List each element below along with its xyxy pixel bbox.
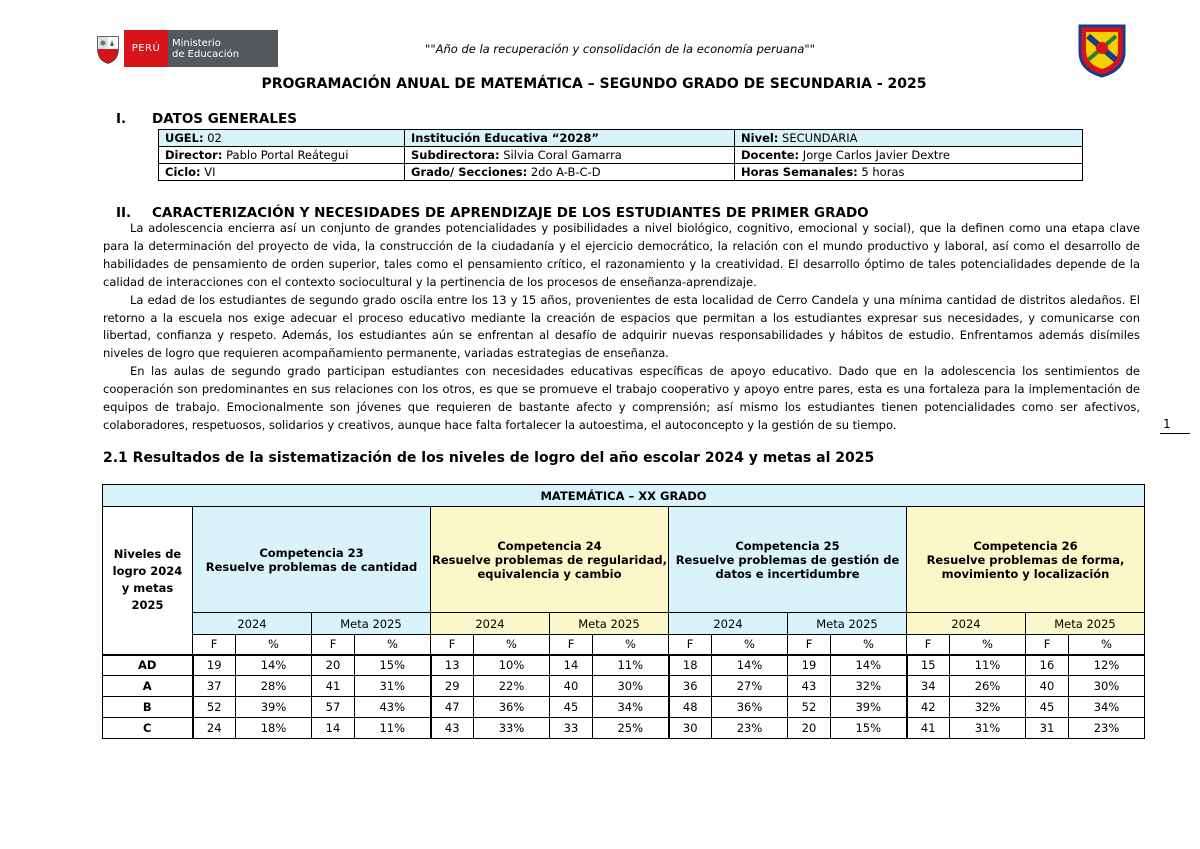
frequency-cell: 13 bbox=[431, 655, 474, 676]
frequency-cell: 43 bbox=[788, 676, 831, 697]
cell-label: Institución Educativa “2028” bbox=[411, 131, 599, 145]
general-data-cell bbox=[405, 147, 735, 164]
percent-header: % bbox=[950, 635, 1026, 655]
percent-header: % bbox=[593, 635, 669, 655]
year-2024-header: 2024 bbox=[431, 613, 550, 635]
percent-cell: 32% bbox=[831, 676, 907, 697]
frequency-cell: 19 bbox=[193, 655, 236, 676]
section-2-number: II. bbox=[116, 205, 132, 221]
level-label: B bbox=[103, 697, 193, 718]
document-title: PROGRAMACIÓN ANUAL DE MATEMÁTICA – SEGUNDO GRADO DE SECUNDARIA - 2025 bbox=[261, 76, 927, 92]
frequency-cell: 14 bbox=[312, 718, 355, 739]
percent-cell: 28% bbox=[236, 676, 312, 697]
percent-cell: 27% bbox=[712, 676, 788, 697]
level-label: A bbox=[103, 676, 193, 697]
cell-value: 2do A-B-C-D bbox=[527, 165, 601, 179]
general-data-cell bbox=[159, 164, 405, 181]
competency-header bbox=[669, 507, 907, 613]
competency-name: Competencia 25 bbox=[735, 538, 840, 553]
percent-header: % bbox=[1069, 635, 1145, 655]
cell-label: UGEL: bbox=[165, 131, 204, 145]
cell-label: Nivel: bbox=[741, 131, 779, 145]
competency-description: Resuelve problemas de gestión de datos e incertidumbre bbox=[675, 552, 900, 581]
percent-cell: 11% bbox=[355, 718, 431, 739]
cell-value: Pablo Portal Reátegui bbox=[222, 148, 349, 162]
percent-cell: 15% bbox=[355, 655, 431, 676]
cell-value: VI bbox=[200, 165, 216, 179]
frequency-cell: 57 bbox=[312, 697, 355, 718]
percent-cell: 26% bbox=[950, 676, 1026, 697]
paragraph: La edad de los estudiantes de segundo grado oscila entre los 13 y 15 años, provenientes de esta localidad de Cerro Candela y una mínima cantidad de distritos aledaños. El retorno a la escuela nos exige adecuar el proceso educativo mediante la creación de espacios que permitan a los estudiantes expresar sus necesidades, y comunicarse con libertad, confianza y respeto. Además, los estudiantes aún se enfrentan al desafío de adquirir nuevas responsabilidades y hábitos de estudio. Enfrentamos además disímiles niveles de logro que requieren acompañamiento permanente, variadas estrategias de enseñanza. bbox=[103, 292, 1140, 361]
meta-2025-header: Meta 2025 bbox=[312, 613, 431, 635]
percent-cell: 43% bbox=[355, 697, 431, 718]
cell-value: 5 horas bbox=[857, 165, 905, 179]
year-2024-header: 2024 bbox=[907, 613, 1026, 635]
characterization-text bbox=[103, 220, 1140, 435]
general-data-row bbox=[159, 130, 1083, 147]
percent-cell: 39% bbox=[236, 697, 312, 718]
frequency-cell: 14 bbox=[550, 655, 593, 676]
percent-cell: 30% bbox=[1069, 676, 1145, 697]
cell-label: Subdirectora: bbox=[411, 148, 500, 162]
percent-cell: 15% bbox=[831, 718, 907, 739]
frequency-cell: 30 bbox=[669, 718, 712, 739]
frequency-header: F bbox=[907, 635, 950, 655]
general-data-cell bbox=[735, 147, 1083, 164]
frequency-cell: 36 bbox=[669, 676, 712, 697]
page-number-rule bbox=[1160, 433, 1190, 434]
frequency-cell: 20 bbox=[788, 718, 831, 739]
competency-row bbox=[103, 507, 1145, 613]
frequency-header: F bbox=[1026, 635, 1069, 655]
percent-cell: 25% bbox=[593, 718, 669, 739]
frequency-cell: 40 bbox=[1026, 676, 1069, 697]
general-data-cell bbox=[405, 130, 735, 147]
meta-2025-header: Meta 2025 bbox=[788, 613, 907, 635]
table-title: MATEMÁTICA – XX GRADO bbox=[103, 485, 1145, 507]
results-row bbox=[103, 655, 1145, 676]
frequency-header: F bbox=[312, 635, 355, 655]
general-data-cell bbox=[159, 130, 405, 147]
frequency-cell: 29 bbox=[431, 676, 474, 697]
percent-cell: 32% bbox=[950, 697, 1026, 718]
percent-cell: 33% bbox=[474, 718, 550, 739]
percent-cell: 34% bbox=[1069, 697, 1145, 718]
general-data-cell bbox=[735, 164, 1083, 181]
cell-label: Docente: bbox=[741, 148, 800, 162]
paragraph: En las aulas de segundo grado participan estudiantes con necesidades educativas específicas de apoyo educativo. Dado que en la adolescencia los sentimientos de cooperación son predominantes en sus relaciones con los otros, es que se promueve el trabajo cooperativo y apoyo entre pares, esta es una fortaleza para la implementación de equipos de trabajo. Emocionalmente son jóvenes que requieren de bastante afecto y comprensión; así mismo los estudiantes tienen potencialidades como ser afectivos, colaboradores, respetuosos, solidarios y creativos, aunque hace falta fortalecer la autoestima, el autoconcepto y la gestión de su tiempo. bbox=[103, 364, 1140, 432]
frequency-cell: 52 bbox=[788, 697, 831, 718]
competency-name: Competencia 23 bbox=[259, 545, 364, 560]
frequency-cell: 31 bbox=[1026, 718, 1069, 739]
frequency-cell: 41 bbox=[907, 718, 950, 739]
percent-cell: 18% bbox=[236, 718, 312, 739]
frequency-header: F bbox=[669, 635, 712, 655]
competency-header bbox=[431, 507, 669, 613]
percent-header: % bbox=[474, 635, 550, 655]
percent-header: % bbox=[236, 635, 312, 655]
section-1-number: I. bbox=[116, 111, 127, 127]
percent-cell: 36% bbox=[712, 697, 788, 718]
frequency-cell: 20 bbox=[312, 655, 355, 676]
general-data-cell bbox=[735, 130, 1083, 147]
paragraph: La adolescencia encierra así un conjunto de grandes potencialidades y posibilidades a nivel biológico, cognitivo, emocional y social), que la definen como una etapa clave para la determinación del proyecto de vida, la construcción de la ciudadanía y el ejercicio democrático, la relación con el mundo productivo y laboral, así como el desarrollo de habilidades de pensamiento de orden superior, tales como el pensamiento crítico, el razonamiento y la creatividad. El desarrollo óptimo de tales potencialidades depende de la calidad de interacciones con el contexto sociocultural y la pertinencia de los procesos de enseñanza-aprendizaje. bbox=[103, 221, 1140, 289]
percent-header: % bbox=[712, 635, 788, 655]
frequency-header: F bbox=[550, 635, 593, 655]
competency-description: Resuelve problemas de forma, movimiento y localización bbox=[926, 552, 1125, 581]
cell-value: 02 bbox=[203, 131, 222, 145]
cell-value: Jorge Carlos Javier Dextre bbox=[799, 148, 950, 162]
ministry-logo-line2: de Educación bbox=[172, 48, 240, 60]
frequency-cell: 48 bbox=[669, 697, 712, 718]
general-data-cell bbox=[405, 164, 735, 181]
results-heading: 2.1 Resultados de la sistematización de los niveles de logro del año escolar 2024 y metas al 2025 bbox=[103, 450, 875, 466]
percent-cell: 12% bbox=[1069, 655, 1145, 676]
level-label: AD bbox=[103, 655, 193, 676]
frequency-cell: 37 bbox=[193, 676, 236, 697]
cell-label: Horas Semanales: bbox=[741, 165, 858, 179]
general-data-table bbox=[158, 129, 1083, 181]
section-1-heading bbox=[0, 111, 1200, 129]
competency-header bbox=[907, 507, 1145, 613]
frequency-cell: 52 bbox=[193, 697, 236, 718]
year-2024-header: 2024 bbox=[193, 613, 312, 635]
meta-2025-header: Meta 2025 bbox=[1026, 613, 1145, 635]
percent-header: % bbox=[831, 635, 907, 655]
levels-header: Niveles de logro 2024 y metas 2025 bbox=[103, 507, 193, 655]
competency-description: Resuelve problemas de regularidad, equivalencia y cambio bbox=[432, 552, 667, 581]
percent-cell: 31% bbox=[950, 718, 1026, 739]
percent-cell: 23% bbox=[1069, 718, 1145, 739]
results-table bbox=[102, 484, 1145, 739]
frequency-cell: 19 bbox=[788, 655, 831, 676]
results-body bbox=[103, 655, 1145, 739]
frequency-cell: 42 bbox=[907, 697, 950, 718]
general-data-row bbox=[159, 164, 1083, 181]
results-row bbox=[103, 697, 1145, 718]
table-title-row bbox=[103, 485, 1145, 507]
percent-cell: 34% bbox=[593, 697, 669, 718]
level-label: C bbox=[103, 718, 193, 739]
school-shield-icon bbox=[1074, 22, 1130, 78]
results-row bbox=[103, 676, 1145, 697]
cell-value: Silvia Coral Gamarra bbox=[499, 148, 622, 162]
competency-name: Competencia 24 bbox=[497, 538, 602, 553]
cell-value: SECUNDARIA bbox=[778, 131, 858, 145]
percent-cell: 30% bbox=[593, 676, 669, 697]
competency-name: Competencia 26 bbox=[973, 538, 1078, 553]
section-1-title: DATOS GENERALES bbox=[152, 111, 297, 127]
percent-cell: 11% bbox=[593, 655, 669, 676]
percent-cell: 14% bbox=[236, 655, 312, 676]
page-number: 1 bbox=[1163, 417, 1171, 431]
results-row bbox=[103, 718, 1145, 739]
competency-header bbox=[193, 507, 431, 613]
frequency-cell: 41 bbox=[312, 676, 355, 697]
percent-cell: 10% bbox=[474, 655, 550, 676]
year-2024-header: 2024 bbox=[669, 613, 788, 635]
percent-cell: 22% bbox=[474, 676, 550, 697]
cell-label: Grado/ Secciones: bbox=[411, 165, 528, 179]
frequency-cell: 34 bbox=[907, 676, 950, 697]
peru-logo-text: PERÚ bbox=[131, 43, 161, 54]
ministry-logo-line1: Ministerio bbox=[172, 37, 221, 49]
percent-cell: 36% bbox=[474, 697, 550, 718]
percent-cell: 11% bbox=[950, 655, 1026, 676]
frequency-header: F bbox=[431, 635, 474, 655]
frequency-cell: 24 bbox=[193, 718, 236, 739]
frequency-cell: 40 bbox=[550, 676, 593, 697]
frequency-cell: 45 bbox=[1026, 697, 1069, 718]
percent-cell: 14% bbox=[712, 655, 788, 676]
frequency-cell: 15 bbox=[907, 655, 950, 676]
frequency-cell: 45 bbox=[550, 697, 593, 718]
frequency-cell: 43 bbox=[431, 718, 474, 739]
frequency-cell: 18 bbox=[669, 655, 712, 676]
frequency-cell: 33 bbox=[550, 718, 593, 739]
frequency-percent-row bbox=[103, 635, 1145, 655]
frequency-cell: 47 bbox=[431, 697, 474, 718]
cell-label: Director: bbox=[165, 148, 223, 162]
year-row bbox=[103, 613, 1145, 635]
general-data-row bbox=[159, 147, 1083, 164]
competency-description: Resuelve problemas de cantidad bbox=[205, 559, 418, 574]
cell-label: Ciclo: bbox=[165, 165, 201, 179]
frequency-header: F bbox=[193, 635, 236, 655]
percent-cell: 14% bbox=[831, 655, 907, 676]
meta-2025-header: Meta 2025 bbox=[550, 613, 669, 635]
percent-cell: 31% bbox=[355, 676, 431, 697]
general-data-cell bbox=[159, 147, 405, 164]
percent-cell: 23% bbox=[712, 718, 788, 739]
frequency-cell: 16 bbox=[1026, 655, 1069, 676]
percent-cell: 39% bbox=[831, 697, 907, 718]
percent-header: % bbox=[355, 635, 431, 655]
frequency-header: F bbox=[788, 635, 831, 655]
year-motto: ""Año de la recuperación y consolidación de la economía peruana"" bbox=[425, 42, 815, 56]
section-2-title: CARACTERIZACIÓN Y NECESIDADES DE APRENDIZAJE DE LOS ESTUDIANTES DE PRIMER GRADO bbox=[152, 205, 869, 221]
